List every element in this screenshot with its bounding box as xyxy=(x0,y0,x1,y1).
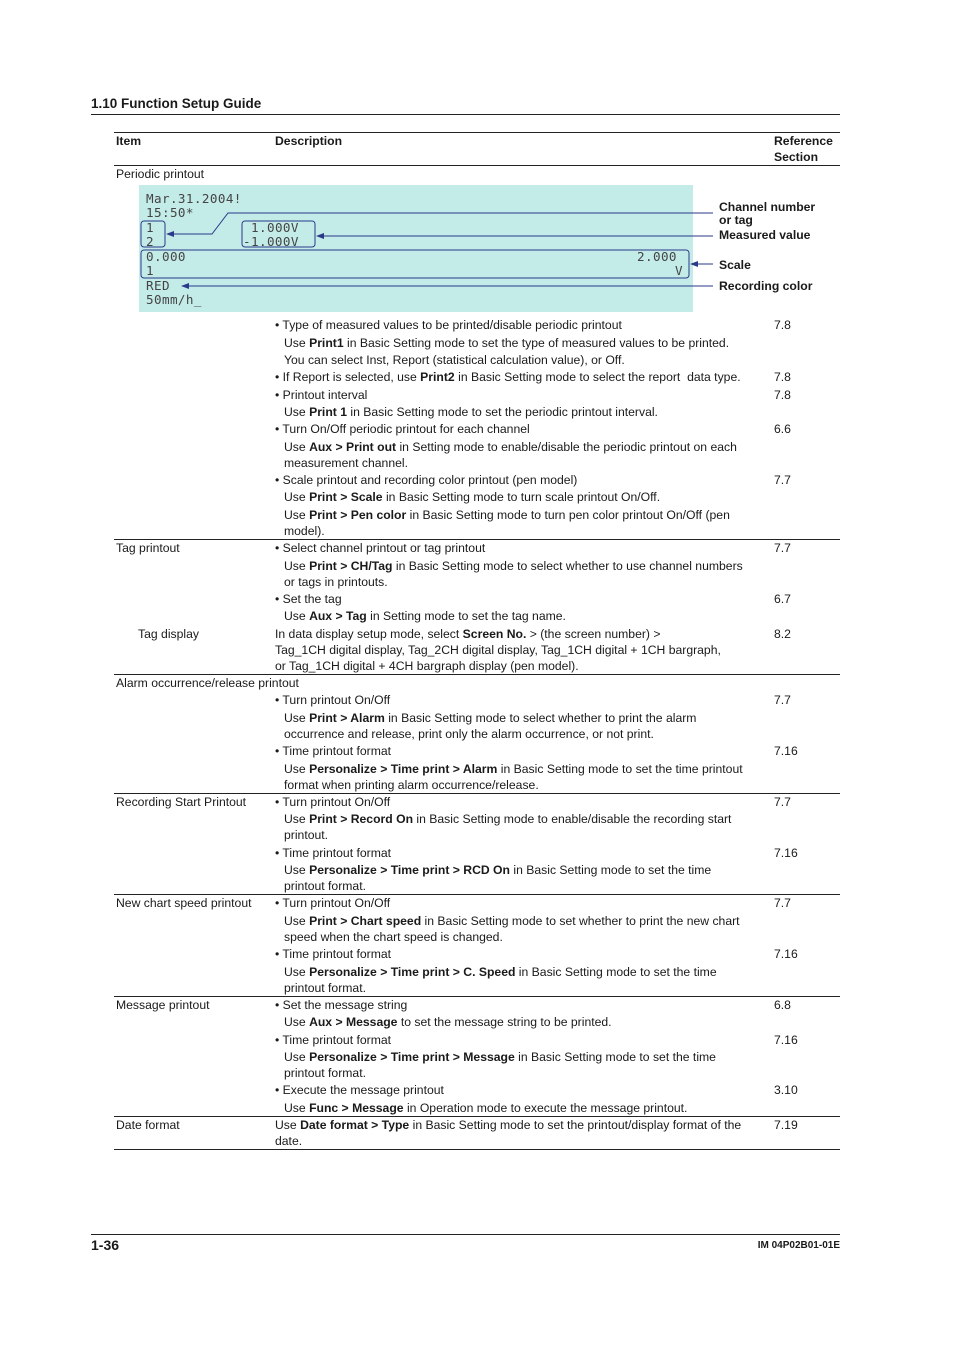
section-title: 1.10 Function Setup Guide xyxy=(91,96,262,111)
desc-speed-6: printout format. xyxy=(284,981,366,995)
desc-tag-2: Use Print > CH/Tag in Basic Setting mode to select whether to use channel numbers xyxy=(284,559,743,573)
desc-periodic-12: Use Print > Pen color in Basic Setting mode to turn pen color printout On/Off (pen xyxy=(284,508,730,522)
ref-rec-time: 7.16 xyxy=(774,846,798,860)
sample-speed: 50mm/h_ xyxy=(146,292,202,307)
callout-channel-number-2: or tag xyxy=(719,213,753,227)
header-reference-1: Reference xyxy=(774,134,833,148)
desc-speed-4: • Time printout format xyxy=(275,947,392,961)
desc-msg-5: printout format. xyxy=(284,1066,366,1080)
desc-tag-8: or Tag_1CH digital + 4CH bargraph display (pen model). xyxy=(275,659,579,673)
desc-periodic-5: • Printout interval xyxy=(275,388,368,402)
ref-periodic-report: 7.8 xyxy=(774,370,791,384)
desc-msg-6: • Execute the message printout xyxy=(275,1083,444,1097)
row-label-tag: Tag printout xyxy=(116,541,180,555)
desc-alarm-1: • Turn printout On/Off xyxy=(275,693,391,707)
ref-tag-select: 7.7 xyxy=(774,541,791,555)
desc-rec-5: Use Personalize > Time print > RCD On in Basic Setting mode to set the time xyxy=(284,863,712,877)
desc-tag-5: Use Aux > Tag in Setting mode to set the tag name. xyxy=(284,609,566,623)
table-bottom-rule xyxy=(114,1149,840,1150)
desc-periodic-2: Use Print1 in Basic Setting mode to set the type of measured values to be printed. xyxy=(284,336,730,350)
desc-periodic-3: You can select Inst, Report (statistical calculation value), or Off. xyxy=(284,353,625,367)
desc-msg-3: • Time printout format xyxy=(275,1033,392,1047)
title-underline xyxy=(91,114,840,115)
header-item: Item xyxy=(116,134,142,148)
desc-speed-3: speed when the chart speed is changed. xyxy=(284,930,503,944)
page-number: 1-36 xyxy=(91,1237,120,1253)
row-label-chart-speed: New chart speed printout xyxy=(116,896,252,910)
desc-tag-4: • Set the tag xyxy=(275,592,342,606)
desc-alarm-6: format when printing alarm occurrence/release. xyxy=(284,778,539,792)
sample-scale-unit: V xyxy=(675,263,683,278)
ref-periodic-channel: 6.6 xyxy=(774,422,791,436)
row-label-date: Date format xyxy=(116,1118,180,1132)
header-bottom-rule xyxy=(114,165,840,166)
desc-tag-7: Tag_1CH digital display, Tag_2CH digital display, Tag_1CH digital + 1CH bargraph, xyxy=(275,643,721,657)
ref-tag-set: 6.7 xyxy=(774,592,791,606)
document-id: IM 04P02B01-01E xyxy=(757,1240,840,1251)
desc-periodic-4: • If Report is selected, use Print2 in Basic Setting mode to select the report data type. xyxy=(275,370,741,384)
desc-alarm-4: • Time printout format xyxy=(275,744,392,758)
row-label-periodic: Periodic printout xyxy=(116,167,205,181)
desc-rec-4: • Time printout format xyxy=(275,846,392,860)
desc-msg-2: Use Aux > Message to set the message string to be printed. xyxy=(284,1015,612,1029)
desc-date-2: date. xyxy=(275,1134,303,1148)
ref-tag-display: 8.2 xyxy=(774,627,791,641)
desc-rec-3: printout. xyxy=(284,828,329,842)
ref-alarm-onoff: 7.7 xyxy=(774,693,791,707)
desc-periodic-6: Use Print 1 in Basic Setting mode to set the periodic printout interval. xyxy=(284,405,658,419)
callout-scale: Scale xyxy=(719,258,751,272)
desc-tag-3: or tags in printouts. xyxy=(284,575,388,589)
desc-speed-2: Use Print > Chart speed in Basic Setting mode to set whether to print the new chart xyxy=(284,914,740,928)
sample-time: 15:50* xyxy=(146,205,194,220)
row-label-alarm: Alarm occurrence/release printout xyxy=(116,676,299,690)
desc-periodic-9: measurement channel. xyxy=(284,456,408,470)
desc-msg-1: • Set the message string xyxy=(275,998,408,1012)
desc-speed-5: Use Personalize > Time print > C. Speed in Basic Setting mode to set the time xyxy=(284,965,717,979)
ref-periodic-interval: 7.8 xyxy=(774,388,791,402)
callout-recording-color: Recording color xyxy=(719,279,813,293)
callout-measured-value: Measured value xyxy=(719,228,811,242)
sample-val2: -1.000V xyxy=(243,234,299,249)
desc-alarm-3: occurrence and release, print only the alarm occurrence, or not print. xyxy=(284,727,654,741)
sample-date: Mar.31.2004! xyxy=(146,191,242,206)
row-label-message: Message printout xyxy=(116,998,210,1012)
ref-speed-time: 7.16 xyxy=(774,947,798,961)
callout-channel-number-1: Channel number xyxy=(719,200,816,214)
footer-rule xyxy=(91,1234,840,1235)
desc-periodic-13: model). xyxy=(284,524,325,538)
desc-rec-2: Use Print > Record On in Basic Setting mode to enable/disable the recording start xyxy=(284,812,732,826)
header-reference-2: Section xyxy=(774,150,819,164)
ref-periodic-type: 7.8 xyxy=(774,318,791,332)
row-label-tag-display: Tag display xyxy=(138,627,199,641)
ref-periodic-scale: 7.7 xyxy=(774,473,791,487)
header-description: Description xyxy=(275,134,343,148)
desc-msg-7: Use Func > Message in Operation mode to execute the message printout. xyxy=(284,1101,688,1115)
sample-ch2: 2 xyxy=(146,234,154,249)
sample-color: RED xyxy=(146,278,170,293)
ref-msg-exec: 3.10 xyxy=(774,1083,798,1097)
desc-rec-6: printout format. xyxy=(284,879,366,893)
sample-scale-right: 2.000 xyxy=(637,249,677,264)
sample-ch1: 1 xyxy=(146,220,154,235)
desc-tag-6: In data display setup mode, select Screen No. > (the screen number) > xyxy=(275,627,661,641)
table-top-rule xyxy=(114,132,840,133)
desc-msg-4: Use Personalize > Time print > Message in Basic Setting mode to set the time xyxy=(284,1050,716,1064)
ref-rec-onoff: 7.7 xyxy=(774,795,791,809)
ref-speed-onoff: 7.7 xyxy=(774,896,791,910)
row-label-rec-start: Recording Start Printout xyxy=(116,795,247,809)
sample-scale-left: 0.000 xyxy=(146,249,186,264)
desc-periodic-8: Use Aux > Print out in Setting mode to enable/disable the periodic printout on each xyxy=(284,440,737,454)
ref-date: 7.19 xyxy=(774,1118,798,1132)
ref-msg-set: 6.8 xyxy=(774,998,791,1012)
desc-tag-1: • Select channel printout or tag printout xyxy=(275,541,486,555)
desc-date-1: Use Date format > Type in Basic Setting mode to set the printout/display format of the xyxy=(275,1118,742,1132)
desc-periodic-10: • Scale printout and recording color printout (pen model) xyxy=(275,473,578,487)
desc-periodic-7: • Turn On/Off periodic printout for each channel xyxy=(275,422,530,436)
ref-alarm-time: 7.16 xyxy=(774,744,798,758)
sample-scale-ch: 1 xyxy=(146,263,154,278)
ref-msg-time: 7.16 xyxy=(774,1033,798,1047)
desc-periodic-11: Use Print > Scale in Basic Setting mode to turn scale printout On/Off. xyxy=(284,490,661,504)
desc-speed-1: • Turn printout On/Off xyxy=(275,896,391,910)
desc-alarm-5: Use Personalize > Time print > Alarm in Basic Setting mode to set the time printout xyxy=(284,762,743,776)
desc-periodic-1: • Type of measured values to be printed/disable periodic printout xyxy=(275,318,622,332)
sample-val1: 1.000V xyxy=(251,220,299,235)
desc-alarm-2: Use Print > Alarm in Basic Setting mode to select whether to print the alarm xyxy=(284,711,697,725)
desc-rec-1: • Turn printout On/Off xyxy=(275,795,391,809)
row-rule-5 xyxy=(114,996,840,997)
